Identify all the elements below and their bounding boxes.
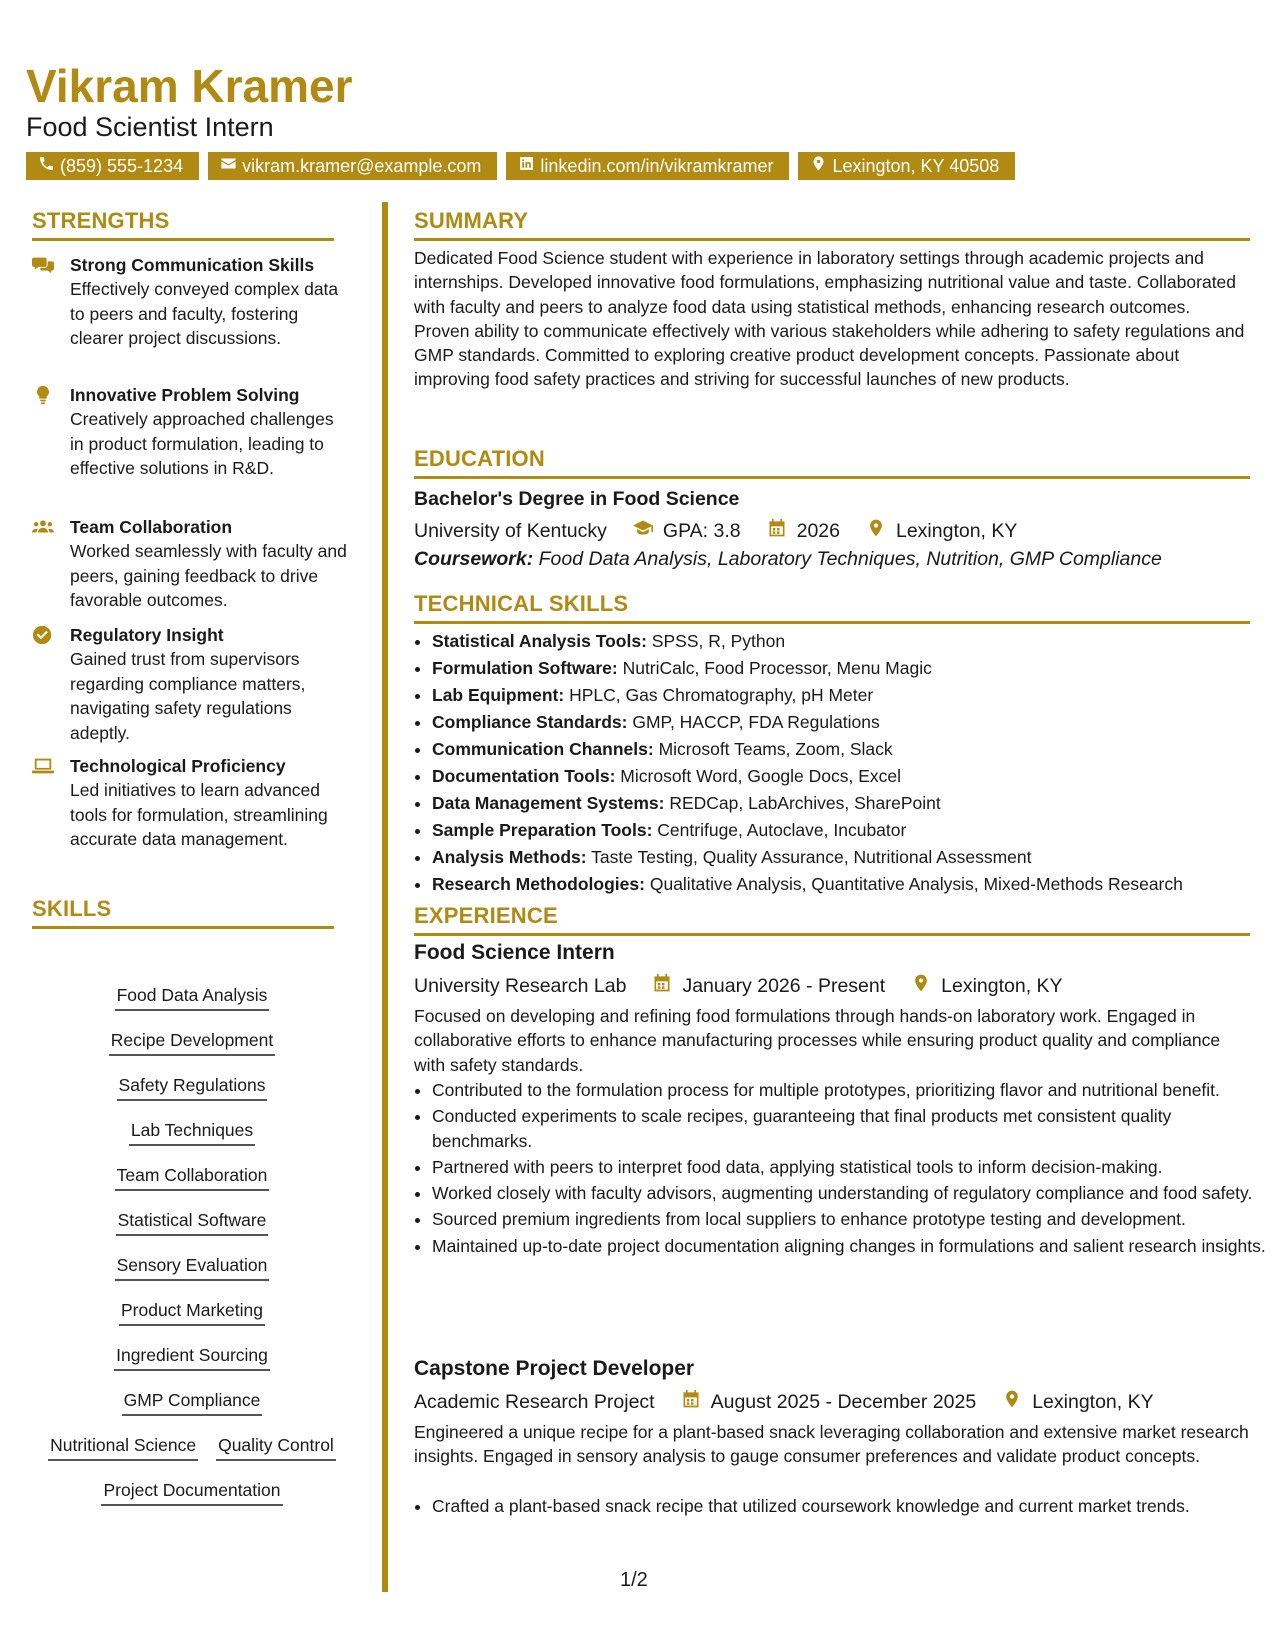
strength-item	[32, 515, 352, 613]
technical-skills-heading: TECHNICAL SKILLS	[414, 591, 629, 616]
strength-item	[32, 623, 352, 745]
strength-desc: Effectively conveyed complex data to peers and faculty, fostering clearer project discussions.	[70, 279, 339, 348]
job-bullet: • Conducted experiments to scale recipes, guaranteeing that final products met consistent quality benchmarks.	[432, 1104, 1272, 1153]
education-meta	[414, 518, 1017, 544]
skill-tag: Sensory Evaluation	[115, 1252, 270, 1281]
strengths-rule	[32, 238, 334, 241]
graduation-cap-icon	[633, 518, 653, 544]
email-contact[interactable]	[208, 152, 497, 180]
calendar-icon	[681, 1389, 701, 1415]
job-location: Lexington, KY	[941, 974, 1063, 997]
summary-text: Dedicated Food Science student with experience in laboratory settings through academic projects and internships. Developed innovative food formulations, emphasizing nutritional value and taste. Collaborated with faculty and peers to analyze food data using statistical methods, enhancing research outcomes. Proven ability to communicate effectively with various stakeholders while adhering to safety regulations and GMP standards. Committed to exploring creative product development concepts. Passionate about improving food safety practices and striving for successful launches of new products.	[414, 248, 1245, 390]
skill-tag: Product Marketing	[119, 1297, 265, 1326]
strength-title: Strong Communication Skills	[70, 255, 315, 275]
summary-heading: SUMMARY	[414, 208, 529, 233]
candidate-name: Vikram Kramer	[26, 60, 353, 112]
job-location: Lexington, KY	[1032, 1390, 1154, 1413]
education-heading: EDUCATION	[414, 446, 545, 471]
job-org: University Research Lab	[414, 974, 627, 997]
strength-desc: Led initiatives to learn advanced tools for formulation, streamlining accurate data management.	[70, 780, 328, 849]
job-title: Food Science Intern	[414, 941, 615, 964]
tech-skill-item: • Lab Equipment: HPLC, Gas Chromatography, pH Meter	[432, 682, 1272, 709]
skill-tag: Safety Regulations	[117, 1072, 268, 1101]
strength-item	[32, 383, 352, 481]
job-bullet: • Partnered with peers to interpret food data, applying statistical tools to inform decision-making.	[432, 1155, 1272, 1179]
strength-desc: Worked seamlessly with faculty and peers, gaining feedback to drive favorable outcomes.	[70, 541, 347, 610]
strength-title: Team Collaboration	[70, 517, 233, 537]
technical-skills-rule	[414, 621, 1250, 624]
tech-skill-item: • Sample Preparation Tools: Centrifuge, Autoclave, Incubator	[432, 817, 1272, 844]
page-number: 1/2	[620, 1569, 648, 1591]
skill-tag: GMP Compliance	[122, 1387, 263, 1416]
job-bullets	[414, 1494, 1272, 1520]
technical-skills-list	[414, 628, 1272, 898]
job-summary: Focused on developing and refining food formulations through hands-on laboratory work. Engaged in collaborative efforts to enhance manufacturing processes while ensuring product quality and compliance with safety standards.	[414, 1006, 1221, 1075]
job-title: Capstone Project Developer	[414, 1357, 695, 1380]
coursework-label: Coursework:	[414, 548, 534, 570]
tech-skill-item: • Analysis Methods: Taste Testing, Quality Assurance, Nutritional Assessment	[432, 844, 1272, 871]
location-contact	[798, 152, 1015, 180]
job-dates: January 2026 - Present	[682, 974, 886, 997]
job-bullet: • Maintained up-to-date project documentation aligning changes in formulations and salient research insights.	[432, 1234, 1272, 1258]
job-bullet: • Contributed to the formulation process for multiple prototypes, prioritizing flavor and nutritional benefit.	[432, 1078, 1272, 1102]
school-name: University of Kentucky	[414, 519, 607, 542]
strength-title: Innovative Problem Solving	[70, 385, 300, 405]
phone-icon	[38, 152, 55, 180]
laptop-icon	[32, 756, 56, 776]
skill-tag: Statistical Software	[116, 1207, 269, 1236]
map-pin-icon	[911, 973, 931, 999]
strength-desc: Creatively approached challenges in product formulation, leading to effective solutions in R&D.	[70, 409, 334, 478]
job-bullet: • Sourced premium ingredients from local suppliers to enhance prototype testing and development.	[432, 1207, 1272, 1231]
calendar-icon	[767, 518, 787, 544]
strength-item	[32, 253, 352, 351]
coursework	[414, 548, 1162, 571]
map-pin-icon	[866, 518, 886, 544]
skill-tag: Team Collaboration	[115, 1162, 270, 1191]
school-location: Lexington, KY	[895, 519, 1018, 542]
strength-title: Regulatory Insight	[70, 625, 224, 645]
phone-contact[interactable]	[26, 152, 199, 180]
skills-heading: SKILLS	[32, 896, 112, 921]
coursework-list: Food Data Analysis, Laboratory Techniques, Nutrition, GMP Compliance	[538, 548, 1162, 570]
strength-title: Technological Proficiency	[70, 756, 286, 776]
lightbulb-icon	[32, 385, 56, 405]
job-dates: August 2025 - December 2025	[710, 1390, 977, 1413]
envelope-icon	[220, 152, 237, 180]
gpa-text: GPA: 3.8	[662, 519, 741, 542]
tech-skill-item: • Documentation Tools: Microsoft Word, Google Docs, Excel	[432, 763, 1272, 790]
tech-skill-item: • Communication Channels: Microsoft Teams, Zoom, Slack	[432, 736, 1272, 763]
graduation-year: 2026	[796, 519, 840, 542]
job-summary: Engineered a unique recipe for a plant-based snack leveraging collaboration and extensive market research insights. Engaged in sensory analysis to gauge consumer preferences and validate product concepts.	[414, 1422, 1249, 1467]
skill-tag: Lab Techniques	[129, 1117, 255, 1146]
strengths-heading: STRENGTHS	[32, 208, 170, 233]
column-divider	[382, 202, 388, 1592]
candidate-title: Food Scientist Intern	[26, 112, 274, 142]
experience-heading: EXPERIENCE	[414, 903, 558, 928]
skill-tag: Project Documentation	[101, 1477, 282, 1506]
job-bullets	[414, 1078, 1272, 1260]
comments-icon	[32, 255, 56, 275]
tech-skill-item: • Formulation Software: NutriCalc, Food Processor, Menu Magic	[432, 655, 1272, 682]
map-pin-icon	[810, 152, 827, 180]
linkedin-icon	[518, 152, 535, 180]
location-text: Lexington, KY 40508	[832, 156, 1000, 176]
strength-desc: Gained trust from supervisors regarding compliance matters, navigating safety regulations adeptly.	[70, 649, 306, 743]
tech-skill-item: • Compliance Standards: GMP, HACCP, FDA Regulations	[432, 709, 1272, 736]
experience-rule	[414, 933, 1250, 936]
skills-rule	[32, 926, 334, 929]
job-meta	[414, 1389, 1154, 1415]
degree-title: Bachelor's Degree in Food Science	[414, 488, 740, 510]
summary-rule	[414, 238, 1250, 241]
map-pin-icon	[1002, 1389, 1022, 1415]
calendar-icon	[652, 973, 672, 999]
skill-tag: Ingredient Sourcing	[114, 1342, 270, 1371]
tech-skill-item: • Statistical Analysis Tools: SPSS, R, Python	[432, 628, 1272, 655]
job-bullet: • Crafted a plant-based snack recipe that utilized coursework knowledge and current market trends.	[432, 1494, 1272, 1518]
linkedin-contact[interactable]	[506, 152, 789, 180]
skill-tag: Nutritional Science	[48, 1432, 198, 1461]
phone-text: (859) 555-1234	[60, 156, 184, 176]
check-circle-icon	[32, 625, 56, 645]
users-icon	[32, 517, 56, 537]
job-org: Academic Research Project	[414, 1390, 655, 1413]
tech-skill-item: • Data Management Systems: REDCap, LabArchives, SharePoint	[432, 790, 1272, 817]
tech-skill-item: • Research Methodologies: Qualitative Analysis, Quantitative Analysis, Mixed-Methods Research	[432, 871, 1272, 898]
job-bullet: • Worked closely with faculty advisors, augmenting understanding of regulatory compliance and food safety.	[432, 1181, 1272, 1205]
linkedin-text: linkedin.com/in/vikramkramer	[540, 156, 774, 176]
strength-item	[32, 754, 352, 852]
skills-list	[32, 982, 352, 1522]
education-rule	[414, 476, 1250, 479]
skill-tag: Quality Control	[216, 1432, 336, 1461]
contact-bar	[26, 152, 1015, 180]
job-meta	[414, 973, 1063, 999]
email-text: vikram.kramer@example.com	[242, 156, 482, 176]
skill-tag: Food Data Analysis	[115, 982, 270, 1011]
skill-tag: Recipe Development	[109, 1027, 275, 1056]
